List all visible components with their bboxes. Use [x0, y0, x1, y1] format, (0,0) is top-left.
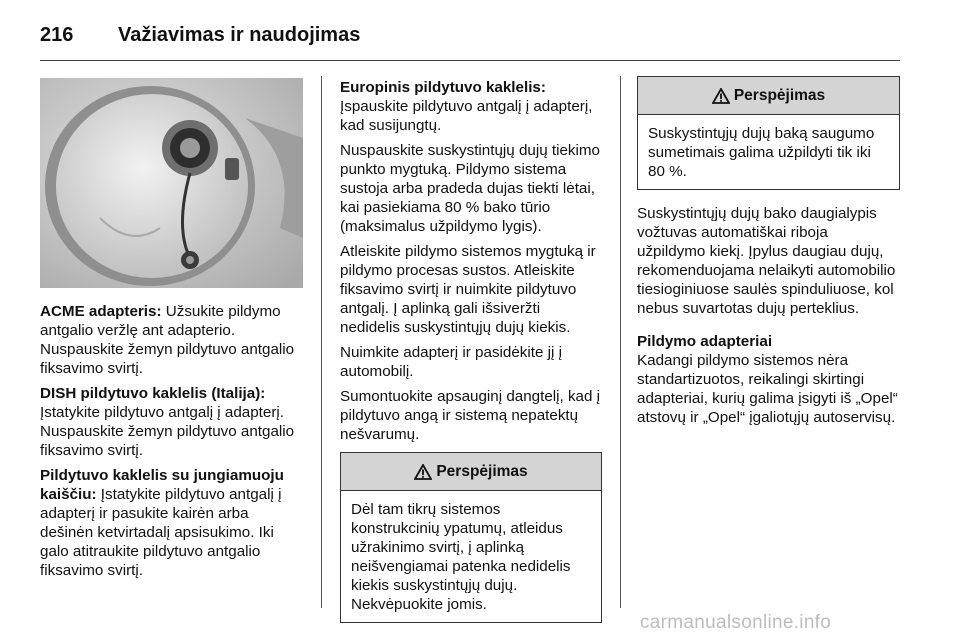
warning-text: Suskystintųjų dujų baką saugumo sumetimais galima užpildyti tik iki 80 %. [648, 125, 875, 180]
page-title: Važiavimas ir naudojimas [118, 23, 361, 46]
warning-title: Perspėjimas [436, 463, 528, 480]
acme-label: ACME adapteris: [40, 303, 162, 320]
page-number: 216 [40, 23, 74, 46]
euro-text: Įspauskite pildytuvo antgalį į adapterį, kad susijungtų. [340, 98, 593, 134]
warning-triangle-icon [414, 464, 432, 480]
column-divider-2 [620, 76, 621, 608]
dish-text: Įstatykite pildytuvo antgalį į adapterį. Nuspauskite žemyn pildytuvo antgalio fiksavimo svirtį. [40, 404, 295, 459]
body-paragraph-5: Sumontuokite apsauginį dangtelį, kad į pildytuvo angą ir sistemą nepatektų nešvarumų. [340, 388, 601, 443]
adapters-paragraph [637, 332, 900, 427]
column-divider-1 [321, 76, 322, 608]
body-paragraph-1: Suskystintųjų dujų bako daugialypis vožtuvas automatiškai riboja užpildymo kiekį. Įpylus daugiau dujų, rekomenduojama nelaikyti automobilio tiesioginiuose saulės spinduliuose, kol nebus suvartotas dujų perteklius. [637, 205, 896, 317]
euro-heading: Europinis pildytuvo kaklelis: [340, 79, 546, 96]
warning-box [340, 452, 602, 623]
adapters-text: Kadangi pildymo sistemos nėra standartizuotos, reikalingi skirtingi adapteriai, kurių galima įsigyti iš „Opel“ atstovų ir „Opel“ įgaliotųjų autoservisų. [637, 352, 898, 426]
body-paragraph-2: Nuspauskite suskystintųjų dujų tiekimo punkto mygtuką. Pildymo sistema sustoja arba pradeda dujas tiekti lėtai, kai pasiekiama 80 % bako tūrio (maksimalus užpildymo lygis). [340, 142, 600, 235]
dish-paragraph [40, 384, 303, 460]
euro-paragraph [340, 78, 602, 135]
column-2 [340, 78, 602, 637]
warning-box [637, 76, 900, 190]
page-header [40, 20, 360, 50]
header-rule [40, 60, 900, 61]
fuel-filler-illustration [40, 78, 303, 288]
bayonet-label: Pildytuvo kaklelis su jungiamuoju kaiščiu: [40, 467, 284, 503]
warning-text: Dėl tam tikrų sistemos konstrukcinių ypatumų, atleidus užrakinimo svirtį, į aplinką neišvengiamai patenka nedidelis kiekis suskystintųjų dujų. Nekvėpuokite jomis. [351, 501, 571, 613]
warning-triangle-icon [712, 88, 730, 104]
adapters-heading: Pildymo adapteriai [637, 333, 773, 350]
acme-paragraph [40, 302, 303, 378]
acme-text: Užsukite pildymo antgalio veržlę ant adapterio. Nuspauskite žemyn pildytuvo antgalio fiksavimo svirtį. [40, 303, 295, 377]
column-1 [40, 78, 303, 586]
warning-header [638, 77, 899, 115]
dish-heading: DISH pildytuvo kaklelis (Italija): [40, 385, 266, 402]
fuel-filler-photo [40, 78, 303, 288]
warning-header [341, 453, 601, 491]
warning-title: Perspėjimas [733, 87, 826, 104]
column-3 [637, 78, 900, 433]
watermark: carmanualsonline.info [640, 612, 832, 633]
body-paragraph-3: Atleiskite pildymo sistemos mygtuką ir pildymo procesas sustos. Atleiskite fiksavimo svirtį ir nuimkite pildytuvo antgalį. Į aplinką gali išsiveržti nedidelis suskystintųjų dujų kiekis. [340, 243, 596, 336]
body-paragraph-4: Nuimkite adapterį ir pasidėkite jį į automobilį. [340, 344, 562, 380]
bayonet-paragraph [40, 466, 303, 580]
bayonet-text: Įstatykite pildytuvo antgalį į adapterį ir pasukite kairėn arba dešinėn ketvirtadalį apsisukimo. Iki galo atitraukite pildytuvo antgalio fiksavimo svirtį. [40, 486, 282, 579]
